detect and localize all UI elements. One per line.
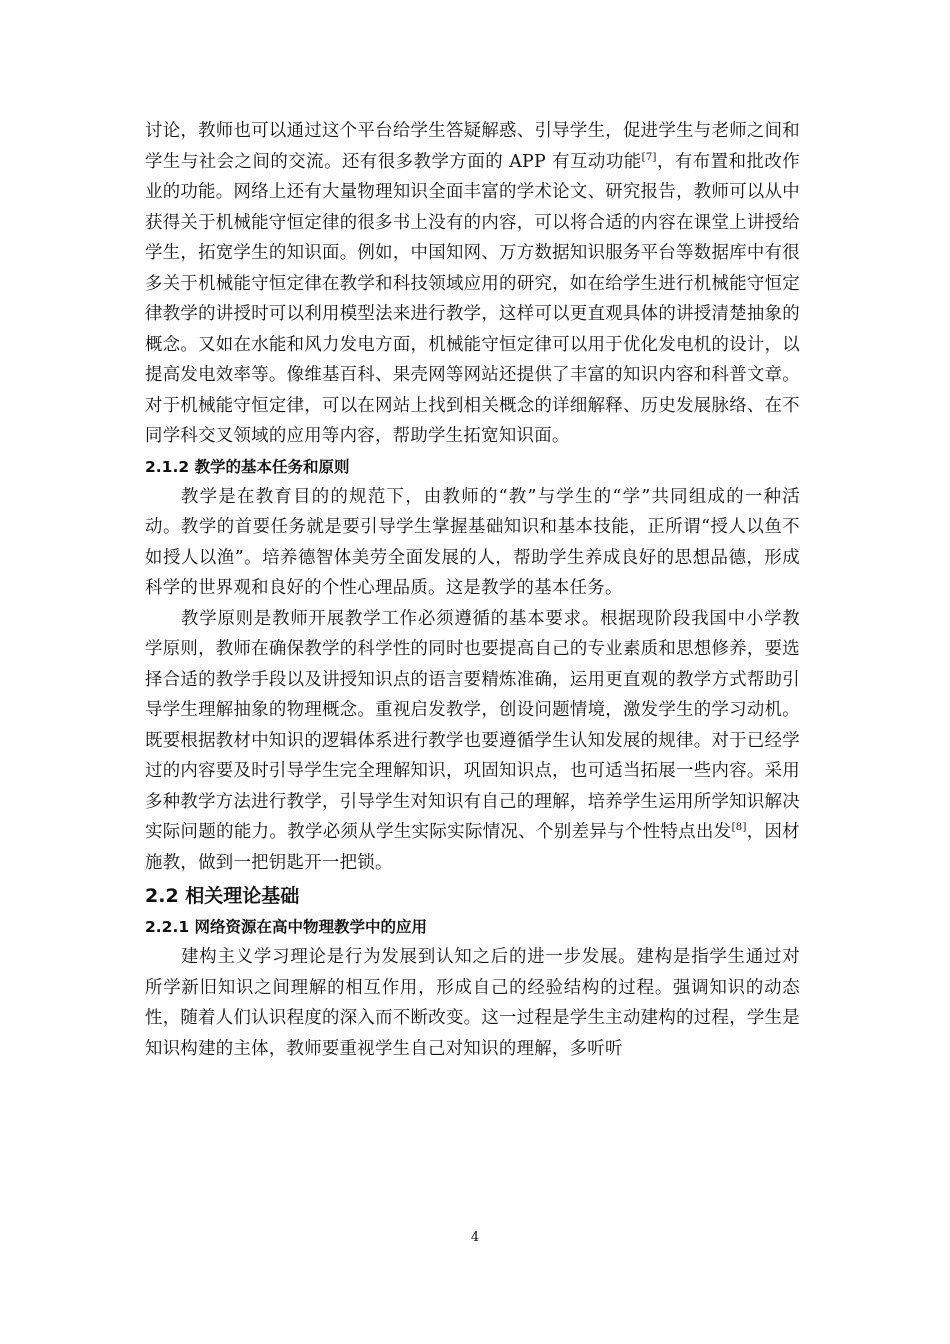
paragraph-text: 讨论，教师也可以通过这个平台给学生答疑解惑、引导学生，促进学生与老师之间和学生与社会之间的交流。还有很多教学方面的 APP 有互动功能 [145,121,800,172]
document-body [145,116,800,1064]
citation-reference: [7] [641,151,657,163]
citation-reference: [8] [731,822,747,833]
body-paragraph: 建构主义学习理论是行为发展到认知之后的进一步发展。建构是指学生通过对所学新旧知识之间理解的相互作用，形成自己的经验结构的过程。强调知识的动态性，随着人们认识程度的深入而不断改变。这一过程是学生主动建构的过程，学生是知识构建的主体，教师要重视学生自己对知识的理解，多听听 [145,947,800,1059]
paragraph-text: ，有布置和批改作业的功能。网络上还有大量物理知识全面丰富的学术论文、研究报告，教师可以从中获得关于机械能守恒定律的很多书上没有的内容，可以将合适的内容在课堂上讲授给学生，拓宽学生的知识面。例如，中国知网、万方数据知识服务平台等数据库中有很多关于机械能守恒定律在教学和科技领域应用的研究，如在给学生进行机械能守恒定律教学的讲授时可以利用模型法来进行教学，这样可以更直观具体的讲授清楚抽象的概念。又如在水能和风力发电方面，机械能守恒定律可以用于优化发电机的设计，以提高发电效率等。像维基百科、果壳网等网站还提供了丰富的知识内容和科普文章。对于机械能守恒定律，可以在网站上找到相关概念的详细解释、历史发展脉络、在不同学科交叉领域的应用等内容，帮助学生拓宽知识面。 [145,151,800,446]
page-number: 4 [470,1230,480,1245]
body-paragraph: 教学是在教育目的的规范下，由教师的“教”与学生的“学”共同组成的一种活动。教学的首要任务就是要引导学生掌握基础知识和基本技能，正所谓“授人以鱼不如授人以渔”。培养德智体美劳全面发展的人，帮助学生养成良好的思想品德，形成科学的世界观和良好的个性心理品质。这是教学的基本任务。 [145,486,800,598]
section-heading: 2.1.2 教学的基本任务和原则 [145,457,350,476]
body-paragraph [145,604,800,879]
body-paragraph [145,116,800,452]
paragraph-text: ，因材施教，做到一把钥匙开一把锁。 [145,822,800,873]
subsection-heading: 2.2.1 网络资源在高中物理教学中的应用 [145,918,428,936]
paragraph-text: 教学原则是教师开展教学工作必须遵循的基本要求。根据现阶段我国中小学教学原则，教师在确保教学的科学性的同时也要提高自己的专业素质和思想修养，要选择合适的教学手段以及讲授知识点的语言要精炼准确，运用更直观的教学方式帮助引导学生理解抽象的物理概念。重视启发教学，创设问题情境，激发学生的学习动机。既要根据教材中知识的逻辑体系进行教学也要遵循学生认知发展的规律。对于已经学过的内容要及时引导学生完全理解知识，巩固知识点，也可适当拓展一些内容。采用多种教学方法进行教学，引导学生对知识有自己的理解，培养学生运用所学知识解决实际问题的能力。教学必须从学生实际实际情况、个别差异与个性特点出发 [145,608,800,842]
section-heading: 2.2 相关理论基础 [145,885,300,907]
